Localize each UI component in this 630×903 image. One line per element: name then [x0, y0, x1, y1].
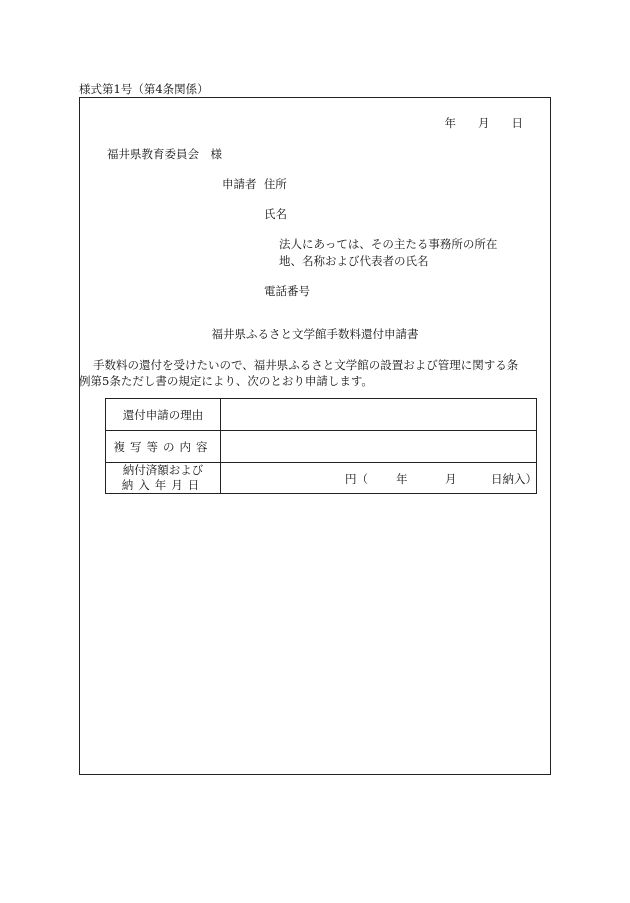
table-row: [106, 431, 537, 463]
phone-label: 電話番号: [264, 284, 310, 298]
paid-amount-field[interactable]: [221, 463, 537, 494]
addressee: 福井県教育委員会 様: [107, 147, 222, 161]
form-number-label: 様式第1号（第4条関係）: [79, 82, 209, 96]
applicant-label: 申請者: [222, 177, 257, 191]
corporate-note-line2: 地、名称および代表者の氏名: [279, 254, 429, 268]
date-line: [445, 115, 524, 131]
copy-content-label: 複写等の内容: [106, 431, 221, 463]
refund-reason-label: 還付申請の理由: [106, 399, 221, 431]
body-text-line2: 例第5条ただし書の規定により、次のとおり申請します。: [79, 374, 373, 388]
document-title: 福井県ふるさと文学館手数料還付申請書: [211, 327, 419, 341]
paid-amount-label-line2: 納入年月日: [121, 478, 205, 492]
date-month-label: 月: [478, 116, 490, 130]
yen-label: 円（: [345, 472, 368, 486]
payment-month-label: 月: [445, 472, 457, 486]
name-label: 氏名: [264, 207, 287, 221]
copy-content-field[interactable]: [221, 431, 537, 463]
application-table: [105, 398, 537, 494]
table-row: [106, 463, 537, 494]
paid-amount-label-line1: 納付済額および: [122, 463, 204, 477]
payment-day-label: 日納入）: [491, 472, 537, 486]
payment-year-label: 年: [396, 472, 408, 486]
date-day-label: 日: [511, 116, 523, 130]
body-text-line1: 手数料の還付を受けたいので、福井県ふるさと文学館の設置および管理に関する条: [93, 358, 519, 372]
refund-reason-field[interactable]: [221, 399, 537, 431]
address-label: 住所: [263, 177, 287, 191]
table-row: [106, 399, 537, 431]
paid-amount-label: [106, 463, 221, 494]
corporate-note-line1: 法人にあっては、その主たる事務所の所在: [279, 237, 498, 251]
date-year-label: 年: [444, 116, 456, 130]
applicant-address-line: [222, 176, 287, 192]
